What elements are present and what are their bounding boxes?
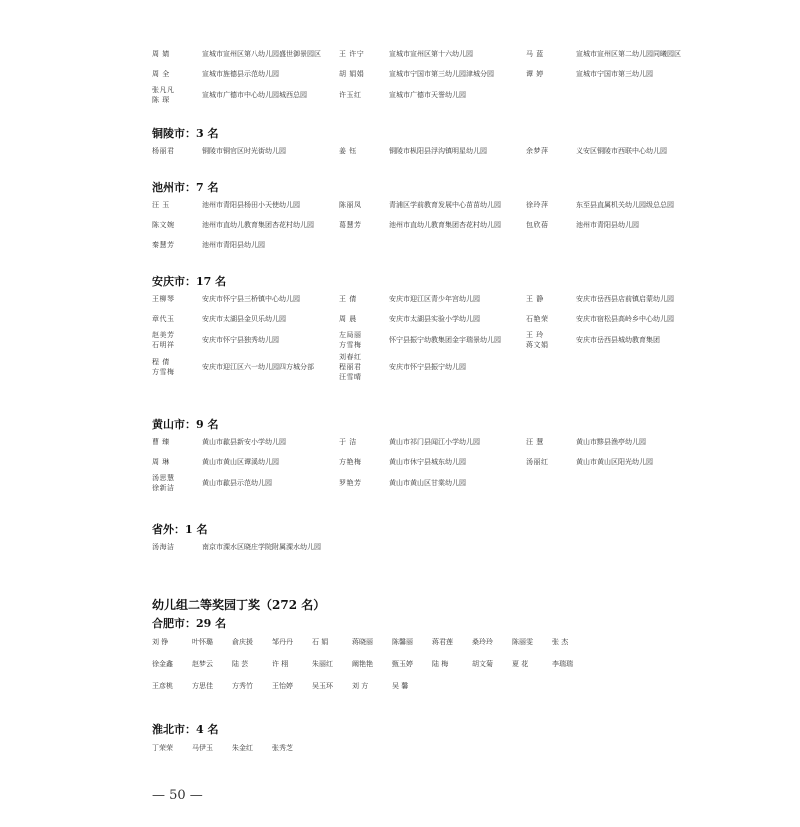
person-name bbox=[152, 473, 202, 493]
kindergarten-name: 安庆市岳西县城幼教育集团 bbox=[576, 336, 660, 344]
person-name: 吴玉环 bbox=[312, 682, 333, 690]
person-name: 赵梦云 bbox=[192, 660, 213, 668]
kindergarten-name: 黄山市黟县渔亭幼儿园 bbox=[576, 438, 646, 446]
person-name: 陈馨丽 bbox=[392, 638, 413, 646]
person-name: 陈丽雯 bbox=[512, 638, 533, 646]
kindergarten-name: 安庆市宿松县高岭乡中心幼儿园 bbox=[576, 315, 674, 323]
person-name: 丁荣荣 bbox=[152, 744, 173, 752]
kindergarten-name: 黄山市黄山区阳光幼儿园 bbox=[576, 458, 653, 466]
person-name: 甄玉婷 bbox=[392, 660, 413, 668]
kindergarten-name: 宣城市旌德县示范幼儿园 bbox=[202, 70, 279, 78]
person-name: 陈丽凤 bbox=[339, 201, 362, 209]
section-tongling bbox=[152, 126, 712, 161]
person-name: 邹丹丹 bbox=[272, 638, 293, 646]
person-name: 姜 钰 bbox=[339, 147, 357, 155]
names-row bbox=[152, 653, 712, 675]
person-name bbox=[339, 352, 389, 382]
person-name: 谭 婷 bbox=[526, 70, 544, 78]
kindergarten-name: 南京市溧水区晓庄学院附属溧水幼儿园 bbox=[202, 543, 321, 551]
entry-row bbox=[152, 289, 712, 309]
kindergarten-name: 池州市青阳县幼儿园 bbox=[576, 221, 639, 229]
person-name bbox=[152, 357, 202, 377]
section-title: 合肥市：29 名 bbox=[152, 617, 227, 630]
person-name-line: 方雪梅 bbox=[339, 341, 362, 349]
person-name: 陈文婉 bbox=[152, 221, 175, 229]
person-name: 方秀竹 bbox=[232, 682, 253, 690]
kindergarten-name: 青浦区学前教育发展中心苗苗幼儿园 bbox=[389, 201, 501, 209]
person-name: 王 倩 bbox=[339, 295, 357, 303]
kindergarten-name: 黄山市歙县示范幼儿园 bbox=[202, 479, 272, 487]
names-row bbox=[152, 675, 712, 697]
section-huaibei bbox=[152, 722, 712, 759]
entry-row bbox=[152, 195, 712, 215]
section-title: 池州市：7 名 bbox=[152, 181, 219, 194]
kindergarten-name: 安庆市岳西县店前镇启蒙幼儿园 bbox=[576, 295, 674, 303]
section-xuancheng-continued bbox=[152, 44, 712, 106]
section-hefei bbox=[152, 616, 712, 697]
person-name: 徐玲萍 bbox=[526, 201, 549, 209]
person-name-line: 张凡凡 bbox=[152, 86, 175, 94]
entry-row bbox=[152, 537, 712, 557]
person-name bbox=[152, 330, 202, 350]
kindergarten-name: 宣城市宁国市第三幼儿园津城分园 bbox=[389, 70, 494, 78]
person-name: 于 洁 bbox=[339, 438, 357, 446]
person-name-line: 汤思慧 bbox=[152, 474, 175, 482]
entry-row bbox=[152, 84, 712, 106]
entry-row bbox=[152, 472, 712, 494]
person-name-line: 左局丽 bbox=[339, 331, 362, 339]
names-row bbox=[152, 631, 712, 653]
person-name-line: 刘春红 bbox=[339, 353, 362, 361]
person-name-line: 方雪梅 bbox=[152, 368, 175, 376]
section-title: 淮北市：4 名 bbox=[152, 723, 219, 736]
kindergarten-name: 黄山市歙县新安小学幼儿园 bbox=[202, 438, 286, 446]
person-name: 王怡婷 bbox=[272, 682, 293, 690]
person-name: 汪 慧 bbox=[526, 438, 544, 446]
person-name: 张 杰 bbox=[552, 638, 569, 646]
person-name-line: 程 倩 bbox=[152, 358, 170, 366]
person-name: 王 静 bbox=[526, 295, 544, 303]
person-name: 包欣蓓 bbox=[526, 221, 549, 229]
kindergarten-name: 黄山市休宁县城东幼儿园 bbox=[389, 458, 466, 466]
person-name: 汤海洁 bbox=[152, 543, 175, 551]
person-name: 胡文菊 bbox=[472, 660, 493, 668]
section-title: 安庆市：17 名 bbox=[152, 275, 227, 288]
person-name: 石艳荣 bbox=[526, 315, 549, 323]
kindergarten-name: 宣城市宁国市第三幼儿园 bbox=[576, 70, 653, 78]
person-name: 王彦桃 bbox=[152, 682, 173, 690]
person-name-line: 蒋文娟 bbox=[526, 341, 549, 349]
person-name: 胡 娟娟 bbox=[339, 70, 365, 78]
section-title: 黄山市：9 名 bbox=[152, 418, 219, 431]
kindergarten-name: 黄山市黄山区甘棠幼儿园 bbox=[389, 479, 466, 487]
entry-row bbox=[152, 309, 712, 329]
kindergarten-name: 东至县直属机关幼儿园级总总园 bbox=[576, 201, 674, 209]
person-name: 周 婧 bbox=[152, 50, 170, 58]
person-name bbox=[339, 330, 389, 350]
section-chizhou bbox=[152, 180, 712, 255]
entry-row bbox=[152, 44, 712, 64]
person-name: 吴 馨 bbox=[392, 682, 409, 690]
section-outside-province bbox=[152, 522, 712, 557]
person-name: 王柳琴 bbox=[152, 295, 175, 303]
person-name: 秦慧芳 bbox=[152, 241, 175, 249]
person-name: 蒋君莲 bbox=[432, 638, 453, 646]
kindergarten-name: 安庆市迎江区青少年宫幼儿园 bbox=[389, 295, 480, 303]
person-name: 许玉红 bbox=[339, 91, 362, 99]
kindergarten-name: 黄山市祁门县闻江小学幼儿园 bbox=[389, 438, 480, 446]
person-name: 桑玲玲 bbox=[472, 638, 493, 646]
person-name: 罗艳芳 bbox=[339, 479, 362, 487]
person-name bbox=[152, 85, 202, 105]
person-name: 蒋晓丽 bbox=[352, 638, 373, 646]
person-name: 马 蓝 bbox=[526, 50, 544, 58]
section-title: 铜陵市：3 名 bbox=[152, 127, 219, 140]
kindergarten-name: 池州市直幼儿教育集团杏花村幼儿园 bbox=[202, 221, 314, 229]
entry-row bbox=[152, 329, 712, 351]
entry-row bbox=[152, 64, 712, 84]
person-name: 许 栩 bbox=[272, 660, 289, 668]
kindergarten-name: 黄山市黄山区谭溪幼儿园 bbox=[202, 458, 279, 466]
entry-row bbox=[152, 215, 712, 235]
section-title: 省外：1 名 bbox=[152, 523, 208, 536]
person-name: 马伊玉 bbox=[192, 744, 213, 752]
kindergarten-name: 铜陵市枞阳县浮沟镇明星幼儿园 bbox=[389, 147, 487, 155]
names-row bbox=[152, 737, 712, 759]
person-name: 李瑞瑞 bbox=[552, 660, 573, 668]
entry-row bbox=[152, 452, 712, 472]
kindergarten-name: 池州市直幼儿教育集团杏花村幼儿园 bbox=[389, 221, 501, 229]
person-name: 方思佳 bbox=[192, 682, 213, 690]
person-name-line: 赵美芳 bbox=[152, 331, 175, 339]
person-name: 余梦萍 bbox=[526, 147, 549, 155]
person-name: 朱金红 bbox=[232, 744, 253, 752]
kindergarten-name: 安庆市怀宁县振宁幼儿园 bbox=[389, 363, 466, 371]
kindergarten-name: 宣城市宣州区第二幼儿园同曦园区 bbox=[576, 50, 681, 58]
second-prize-heading: 幼儿组二等奖园丁奖（272 名） bbox=[152, 598, 326, 612]
kindergarten-name: 安庆市迎江区六一幼儿园四方城分部 bbox=[202, 363, 314, 371]
person-name: 阚艳艳 bbox=[352, 660, 373, 668]
person-name: 刘 方 bbox=[352, 682, 369, 690]
person-name: 陆 芸 bbox=[232, 660, 249, 668]
kindergarten-name: 池州市青阳县幼儿园 bbox=[202, 241, 265, 249]
person-name-line: 石明祥 bbox=[152, 341, 175, 349]
person-name: 方艳梅 bbox=[339, 458, 362, 466]
section-huangshan bbox=[152, 417, 712, 494]
person-name: 徐金鑫 bbox=[152, 660, 173, 668]
person-name: 王 许宁 bbox=[339, 50, 365, 58]
person-name: 陆 梅 bbox=[432, 660, 449, 668]
kindergarten-name: 宣城市宣州区第八幼儿园盛世御景园区 bbox=[202, 50, 321, 58]
section-anqing bbox=[152, 274, 712, 383]
person-name-line: 徐新洁 bbox=[152, 484, 175, 492]
kindergarten-name: 宣城市广德市中心幼儿园城西总园 bbox=[202, 91, 307, 99]
person-name bbox=[526, 330, 576, 350]
kindergarten-name: 池州市青阳县杨田小天使幼儿园 bbox=[202, 201, 300, 209]
person-name: 汤丽红 bbox=[526, 458, 549, 466]
person-name: 张秀芝 bbox=[272, 744, 293, 752]
person-name: 葛慧芳 bbox=[339, 221, 362, 229]
entry-row bbox=[152, 235, 712, 255]
person-name-line: 陈 琛 bbox=[152, 96, 170, 104]
kindergarten-name: 安庆市怀宁县三桥镇中心幼儿园 bbox=[202, 295, 300, 303]
person-name: 章代玉 bbox=[152, 315, 175, 323]
kindergarten-name: 怀宁县振宁幼教集团金宇瑞景幼儿园 bbox=[389, 336, 501, 344]
kindergarten-name: 安庆市太湖县金贝乐幼儿园 bbox=[202, 315, 286, 323]
person-name-line: 王 玲 bbox=[526, 331, 544, 339]
page-number: — 50 — bbox=[152, 788, 203, 803]
person-name: 曹 臻 bbox=[152, 438, 170, 446]
person-name: 汪 玉 bbox=[152, 201, 170, 209]
person-name: 俞庆援 bbox=[232, 638, 253, 646]
kindergarten-name: 宣城市宣州区第十六幼儿园 bbox=[389, 50, 473, 58]
person-name: 石 娟 bbox=[312, 638, 329, 646]
person-name: 叶怀璐 bbox=[192, 638, 213, 646]
kindergarten-name: 安庆市太湖县实验小学幼儿园 bbox=[389, 315, 480, 323]
kindergarten-name: 铜陵市铜官区时光街幼儿园 bbox=[202, 147, 286, 155]
person-name: 杨丽君 bbox=[152, 147, 175, 155]
entry-row bbox=[152, 432, 712, 452]
person-name-line: 汪雪晴 bbox=[339, 373, 362, 381]
person-name: 周 全 bbox=[152, 70, 170, 78]
entry-row bbox=[152, 351, 712, 383]
person-name: 刘 铮 bbox=[152, 638, 169, 646]
entry-row bbox=[152, 141, 712, 161]
kindergarten-name: 义安区铜陵市西联中心幼儿园 bbox=[576, 147, 667, 155]
person-name: 周 晨 bbox=[339, 315, 357, 323]
kindergarten-name: 安庆市怀宁县独秀幼儿园 bbox=[202, 336, 279, 344]
person-name-line: 程丽君 bbox=[339, 363, 362, 371]
person-name: 夏 花 bbox=[512, 660, 529, 668]
kindergarten-name: 宣城市广德市天誉幼儿园 bbox=[389, 91, 466, 99]
person-name: 朱丽红 bbox=[312, 660, 333, 668]
person-name: 周 琳 bbox=[152, 458, 170, 466]
